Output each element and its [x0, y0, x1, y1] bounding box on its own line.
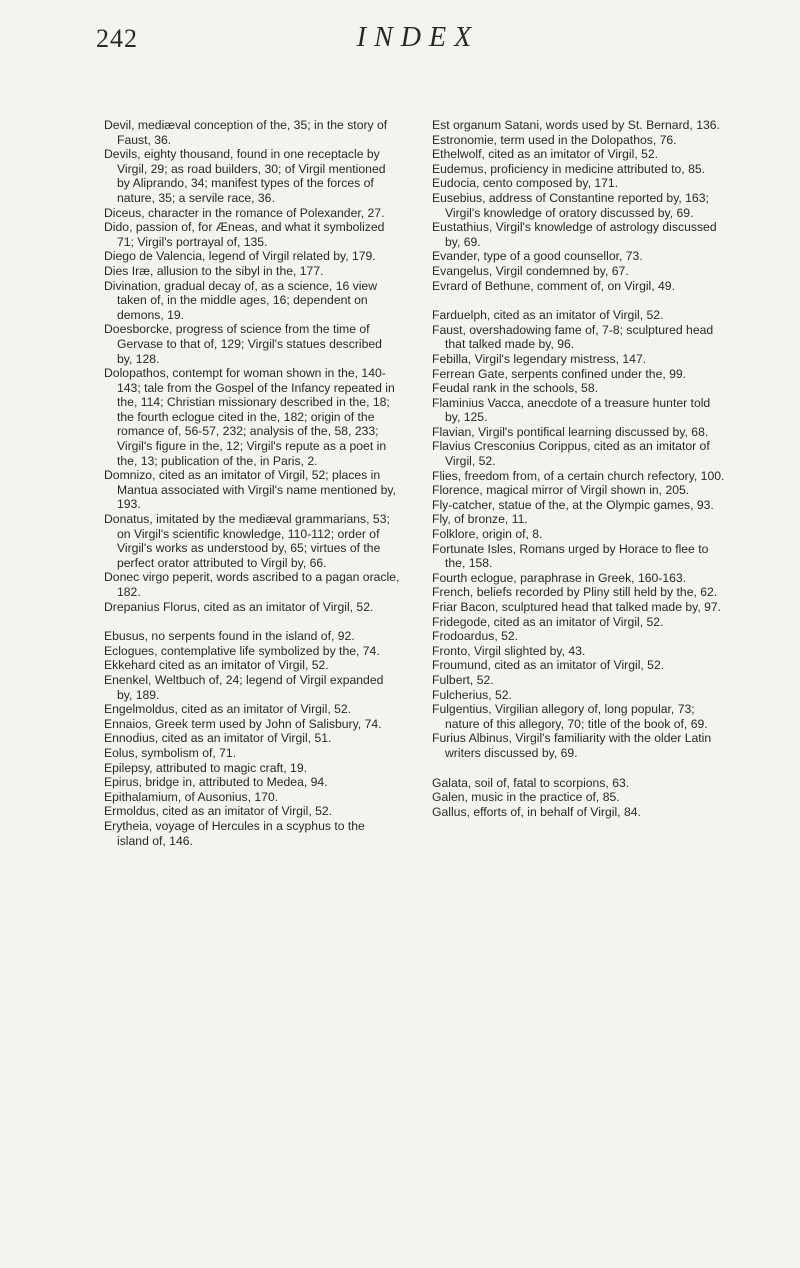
index-entry: Diceus, character in the romance of Polexander, 27.: [104, 205, 385, 220]
index-entry: Fulcherius, 52.: [432, 687, 512, 702]
index-entry: Evangelus, Virgil condemned by, 67.: [432, 263, 629, 278]
index-entry: Froumund, cited as an imitator of Virgil, 52.: [432, 658, 665, 673]
index-entry: Florence, magical mirror of Virgil shown in, 205.: [432, 483, 690, 498]
index-entry: French, beliefs recorded by Pliny still held by the, 62.: [432, 585, 718, 600]
index-entry: Flaminius Vacca, anecdote of a treasure hunter told by, 125.: [432, 395, 711, 425]
index-entry: Eolus, symbolism of, 71.: [104, 745, 237, 760]
index-entry: Faust, overshadowing fame of, 7-8; sculptured head that talked made by, 96.: [432, 322, 714, 352]
index-entry: Fly-catcher, statue of the, at the Olympic games, 93.: [432, 497, 714, 512]
index-entry: Fulbert, 52.: [432, 672, 494, 687]
index-entry: Donec virgo peperit, words ascribed to a pagan oracle, 182.: [104, 570, 400, 599]
index-entry: Estronomie, term used in the Dolopathos, 76.: [432, 132, 677, 147]
page-number: 242: [96, 24, 138, 53]
index-entry: Feudal rank in the schools, 58.: [432, 381, 598, 396]
index-entry: Galen, music in the practice of, 85.: [432, 790, 620, 805]
index-entry: Dolopathos, contempt for woman shown in the, 140-143; tale from the Gospel of the Infancy repeated in the, 114; Christian missionary described in the, 18; the fourth eclogue cited in the, 182; origin of the romance of, 56-57, 232; analysis of the, 58, 233; Virgil's figure in the, 12; Virgil's repute as a poet in the, 13; publication of the, in Paris, 2.: [104, 366, 395, 468]
index-entry: Ferrean Gate, serpents confined under the, 99.: [432, 366, 687, 381]
index-entry: Fulgentius, Virgilian allegory of, long popular, 73; nature of this allegory, 70; title of the book of, 69.: [432, 702, 708, 731]
index-entry: Enenkel, Weltbuch of, 24; legend of Virgil expanded by, 189.: [104, 672, 384, 702]
index-entry: Dido, passion of, for Æneas, and what it symbolized 71; Virgil's portrayal of, 135.: [104, 220, 385, 249]
index-entry: Frodoardus, 52.: [432, 629, 519, 644]
index-entry: Epithalamium, of Ausonius, 170.: [104, 789, 279, 804]
index-entry: Flavius Cresconius Corippus, cited as an imitator of Virgil, 52.: [432, 439, 710, 469]
index-entry: Domnizo, cited as an imitator of Virgil, 52; places in Mantua associated with Virgil's name mentioned by, 193.: [104, 468, 396, 512]
index-entry: Fortunate Isles, Romans urged by Horace to flee to the, 158.: [432, 541, 709, 571]
page-header: [96, 14, 740, 54]
index-entry: Divination, gradual decay of, as a science, 16 view taken of, in the middle ages, 16; dependent on demons, 19.: [104, 278, 378, 322]
index-entry: Erytheia, voyage of Hercules in a scyphus to the island of, 146.: [104, 818, 365, 848]
index-entry: Epirus, bridge in, attributed to Medea, 94.: [104, 775, 328, 790]
index-entry: Donatus, imitated by the mediæval grammarians, 53; on Virgil's scientific knowledge, 110-112; order of Virgil's works as understood by, 65; virtues of the perfect orator attributed to Virgil by, 66.: [104, 512, 390, 570]
index-entry: Diego de Valencia, legend of Virgil related by, 179.: [104, 249, 376, 264]
index-entry: Fridegode, cited as an imitator of Virgil, 52.: [432, 614, 664, 629]
index-entry: Dies Iræ, allusion to the sibyl in the, 177.: [104, 263, 324, 278]
index-entry: Ekkehard cited as an imitator of Virgil, 52.: [104, 658, 329, 673]
index-entry: Ethelwolf, cited as an imitator of Virgil, 52.: [432, 147, 659, 162]
running-title: INDEX: [356, 22, 480, 53]
index-entry: Engelmoldus, cited as an imitator of Virgil, 52.: [104, 702, 352, 717]
index-entry: Gallus, efforts of, in behalf of Virgil, 84.: [432, 804, 641, 819]
index-entry: Fly, of bronze, 11.: [432, 512, 528, 527]
index-column-right: [432, 118, 728, 819]
index-entry: Devils, eighty thousand, found in one receptacle by Virgil, 29; as road builders, 30; of Virgil mentioned by Aliprando, 34; manifest types of the forces of nature, 35; a servile race, 36.: [104, 147, 386, 205]
index-entry: Folklore, origin of, 8.: [432, 527, 543, 542]
index-entry: Eustathius, Virgil's knowledge of astrology discussed by, 69.: [432, 220, 717, 249]
index-entry: Flies, freedom from, of a certain church refectory, 100.: [432, 468, 725, 483]
index-entry: Flavian, Virgil's pontifical learning discussed by, 68.: [432, 424, 709, 439]
index-entry: Furius Albinus, Virgil's familiarity with the older Latin writers discussed by, 69.: [432, 731, 712, 760]
index-entry: Evrard of Bethune, comment of, on Virgil, 49.: [432, 278, 675, 293]
index-entry: Eudocia, cento composed by, 171.: [432, 176, 619, 191]
index-entry: Fourth eclogue, paraphrase in Greek, 160-163.: [432, 570, 687, 585]
index-entry: Drepanius Florus, cited as an imitator of Virgil, 52.: [104, 599, 374, 614]
index-entry: Ennodius, cited as an imitator of Virgil, 51.: [104, 731, 332, 746]
index-entry: Eusebius, address of Constantine reported by, 163; Virgil's knowledge of oratory discussed by, 69.: [432, 190, 709, 220]
index-entry: Est organum Satani, words used by St. Bernard, 136.: [432, 118, 720, 132]
index-entry: Doesborcke, progress of science from the time of Gervase to that of, 129; Virgil's statues described by, 128.: [104, 322, 382, 366]
index-entry: Galata, soil of, fatal to scorpions, 63.: [432, 775, 630, 790]
index-column-left: [104, 118, 400, 848]
index-entry: Febilla, Virgil's legendary mistress, 147.: [432, 351, 647, 366]
index-entry: Fronto, Virgil slighted by, 43.: [432, 643, 586, 658]
index-entry: Farduelph, cited as an imitator of Virgil, 52.: [432, 308, 664, 323]
index-entry: Eudemus, proficiency in medicine attributed to, 85.: [432, 161, 706, 176]
index-entry: Epilepsy, attributed to magic craft, 19.: [104, 760, 307, 775]
index-entry: Evander, type of a good counsellor, 73.: [432, 249, 643, 264]
index-entry: Devil, mediæval conception of the, 35; in the story of Faust, 36.: [104, 118, 388, 147]
index-entry: Eclogues, contemplative life symbolized by the, 74.: [104, 643, 380, 658]
index-entry: Ennaios, Greek term used by John of Salisbury, 74.: [104, 716, 382, 731]
index-entry: Ebusus, no serpents found in the island of, 92.: [104, 629, 355, 644]
index-entry: Ermoldus, cited as an imitator of Virgil, 52.: [104, 804, 333, 819]
index-entry: Friar Bacon, sculptured head that talked made by, 97.: [432, 600, 722, 614]
